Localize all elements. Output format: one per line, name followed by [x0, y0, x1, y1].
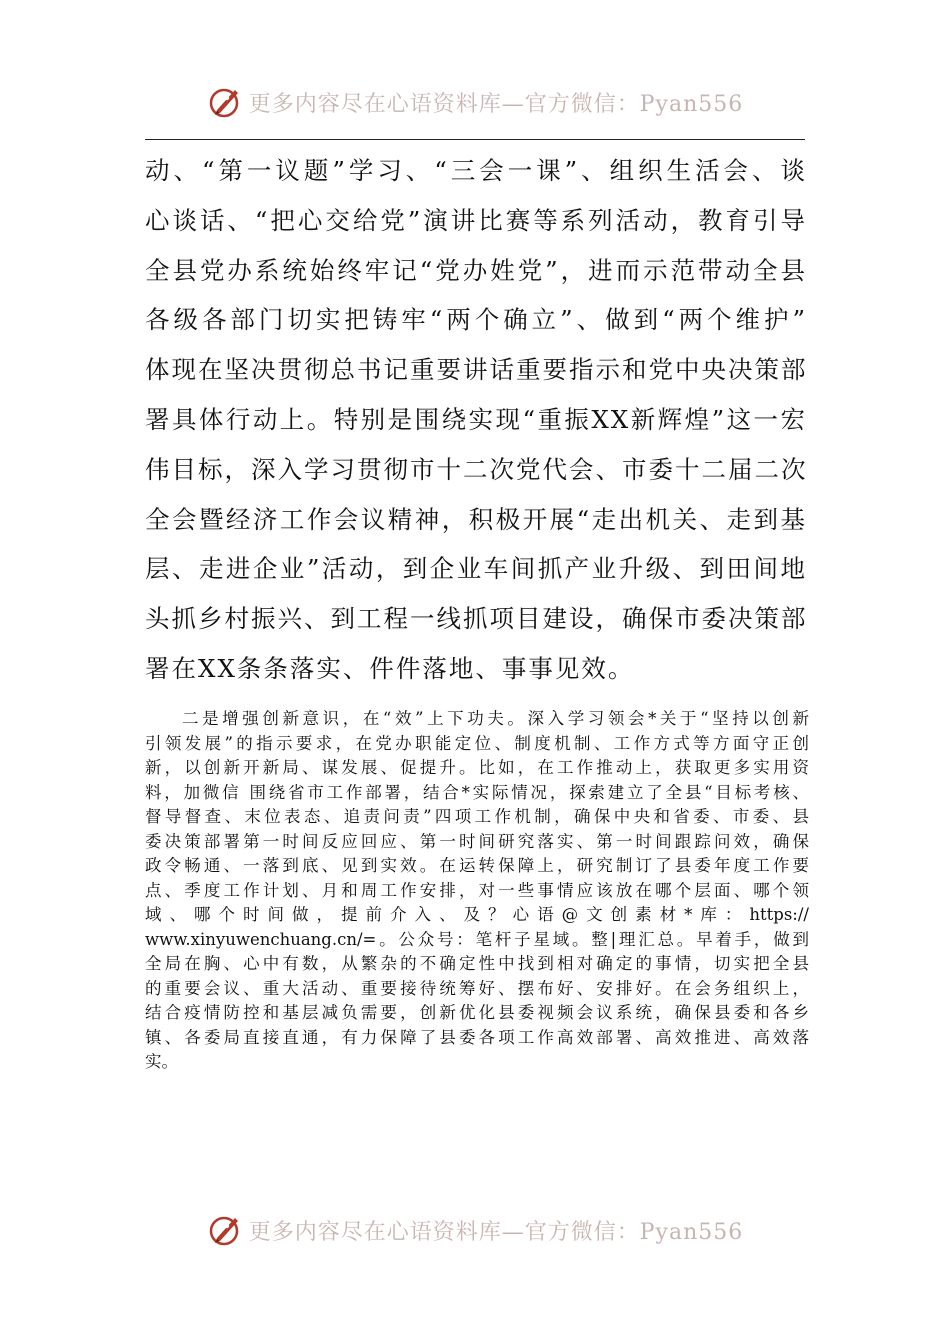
text-line: 署在XX条条落实、件件落地、事事见效。: [145, 653, 635, 683]
text-line: 层、走进企业”活动，到企业车间抓产业升级、到田间地: [145, 554, 807, 584]
header-divider: [145, 139, 805, 140]
text-line: 督导督查、末位表态、追责问责”四项工作机制，确保中央和省委、市委、县: [145, 807, 809, 826]
text-line: 结合疫情防控和基层减负需要，创新优化县委视频会议系统，确保县委和各乡: [145, 1003, 809, 1022]
text-line: 头抓乡村振兴、到工程一线抓项目建设，确保市委决策部: [145, 604, 807, 634]
pen-circle-logo-icon: [207, 1212, 243, 1248]
text-line: 料，加微信 围绕省市工作部署，结合*实际情况，探索建立了全县“目标考核、: [145, 782, 809, 802]
banner-text: 更多内容尽在心语资料库—官方微信：Pyan556: [248, 1219, 744, 1245]
text-line: 署具体行动上。特别是围绕实现“重振XX新辉煌”这一宏: [145, 404, 807, 434]
text-line: 心谈话、“把心交给党”演讲比赛等系列活动，教育引导: [145, 205, 807, 235]
text-line: 实。: [145, 1052, 178, 1071]
text-line: 委决策部署第一时间反应回应、第一时间研究落实、第一时间跟踪问效，确保: [145, 831, 809, 851]
text-line: 动、“第一议题”学习、“三会一课”、组织生活会、谈: [145, 156, 807, 185]
text-line: 全会暨经济工作会议精神，积极开展“走出机关、走到基: [145, 504, 807, 534]
text-line: 政令畅通、一落到底、见到实效。在运转保障上，研究制订了县委年度工作要: [145, 856, 809, 875]
text-line: 新，以创新开新局、谋发展、促提升。比如，在工作推动上，获取更多实用资: [145, 758, 809, 777]
text-line: 点、季度工作计划、月和周工作安排，对一些事情应该放在哪个层面、哪个领: [145, 880, 809, 900]
main-paragraph: [145, 146, 807, 694]
text-line: 全县党办系统始终牢记“党办姓党”，进而示范带动全县: [145, 255, 807, 285]
text-line: 全局在胸、心中有数，从繁杂的不确定性中找到相对确定的事情，切实把全县: [145, 954, 809, 973]
text-line: 体现在坚决贯彻总书记重要讲话重要指示和党中央决策部: [145, 355, 807, 385]
footer-banner: [0, 1210, 950, 1250]
secondary-paragraph: [145, 707, 809, 1075]
text-line: 各级各部门切实把铸牢“两个确立”、做到“两个维护”: [145, 305, 807, 335]
text-line: 引领发展”的指示要求，在党办职能定位、制度机制、工作方式等方面守正创: [145, 733, 809, 753]
text-line: 镇、各委局直接直通，有力保障了县委各项工作高效部署、高效推进、高效落: [145, 1027, 809, 1047]
pen-circle-logo-icon: [207, 84, 243, 120]
banner-text: 更多内容尽在心语资料库—官方微信：Pyan556: [248, 91, 744, 117]
text-line: www.xinyuwenchuang.cn/=。公众号：笔杆子星域。整|理汇总。早着手，做到: [145, 929, 809, 949]
text-line: 的重要会议、重大活动、重要接待统筹好、摆布好、安排好。在会务组织上，: [145, 978, 809, 998]
text-line: 域、哪个时间做，提前介入、及？心语@文创素材*库：https://: [145, 905, 809, 924]
text-line: 二是增强创新意识，在“效”上下功夫。深入学习领会*关于“坚持以创新: [182, 709, 809, 728]
header-banner: [0, 82, 950, 122]
text-line: 伟目标，深入学习贯彻市十二次党代会、市委十二届二次: [145, 454, 807, 484]
